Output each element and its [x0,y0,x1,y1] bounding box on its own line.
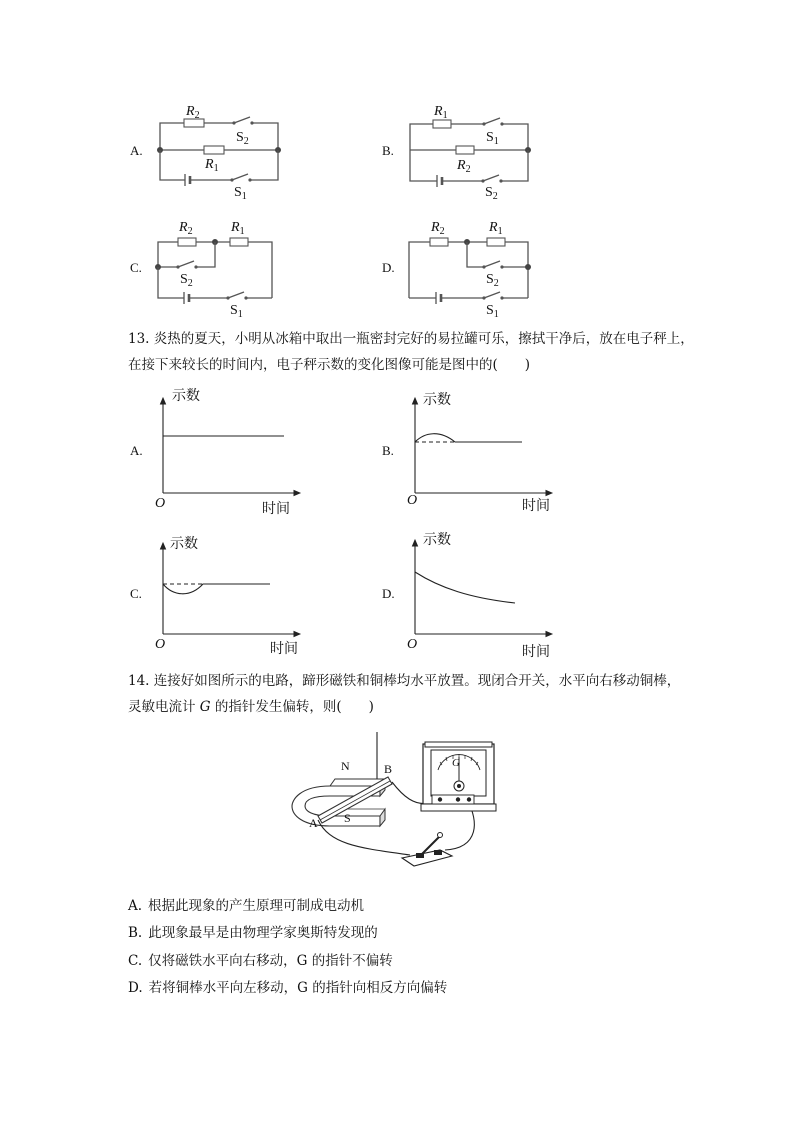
svg-text:O: O [407,637,418,652]
q14-choice-c[interactable]: C. 仅将磁铁水平向右移动，G 的指针不偏转 [128,953,393,969]
svg-text:R2: $R_2$ [186,104,200,121]
svg-text:示数: 示数 [172,389,200,404]
q13-stem-line1: 13. 炎热的夏天，小明从冰箱中取出一瓶密封完好的易拉罐可乐，擦拭干净后，放在电子秤上， [128,331,694,347]
svg-text:A: A [309,816,318,830]
q13-option-a-label[interactable]: A. [130,443,143,458]
svg-text:G: G [452,757,460,769]
svg-text:S2: $S_2$ [486,272,499,289]
svg-text:示数: 示数 [423,533,451,548]
q13-option-c-label[interactable]: C. [130,586,142,601]
q13-option-d-label[interactable]: D. [382,586,395,601]
svg-text:R1: $R_1$ [205,157,219,174]
svg-text:R2: $R_2$ [457,158,471,175]
q14-choice-a[interactable]: A. 根据此现象的产生原理可制成电动机 [128,898,365,914]
svg-text:B: B [384,762,393,776]
q12-option-c-label[interactable]: C. [130,260,142,275]
svg-text:S2: $S_2$ [485,185,498,202]
q14-stem-line2: 灵敏电流计 G 的指针发生偏转，则( ) [128,699,374,715]
svg-text:R1: $R_1$ [489,220,503,237]
q13-option-b-label[interactable]: B. [382,443,394,458]
svg-text:R1: $R_1$ [231,220,245,237]
q14-choice-d[interactable]: D. 若将铜棒水平向左移动，G 的指针向相反方向偏转 [128,980,448,996]
q13-stem-line2: 在接下来较长的时间内，电子秤示数的变化图像可能是图中的( ) [128,357,531,373]
svg-text:时间: 时间 [270,642,298,657]
svg-text:S1: $S_1$ [230,303,243,320]
svg-text:O: O [407,493,418,508]
q14-choice-b[interactable]: B. 此现象最早是由物理学家奥斯特发现的 [128,925,378,941]
svg-text:N: N [341,759,350,773]
q12-option-a-label[interactable]: A. [130,143,143,158]
galvanometer [421,742,496,811]
svg-text:S1: $S_1$ [486,130,499,147]
label-r2-a: R [186,104,195,119]
svg-text:S2: $S_2$ [236,130,249,147]
svg-text:R2: $R_2$ [179,220,193,237]
svg-text:S: S [344,811,351,825]
svg-text:S1: $S_1$ [234,185,247,202]
q12-option-b-label[interactable]: B. [382,143,394,158]
svg-text:O: O [155,637,166,652]
svg-text:时间: 时间 [262,502,290,517]
svg-text:S2: $S_2$ [180,272,193,289]
q14-stem-line1: 14. 连接好如图所示的电路，蹄形磁铁和铜棒均水平放置。现闭合开关，水平向右移动铜棒， [128,673,681,689]
svg-text:示数: 示数 [170,537,198,552]
svg-text:示数: 示数 [423,393,451,408]
svg-text:R2: $R_2$ [431,220,445,237]
svg-text:S1: $S_1$ [486,303,499,320]
svg-text:时间: 时间 [522,645,550,660]
q12-option-d-label[interactable]: D. [382,260,395,275]
svg-text:R1: $R_1$ [434,104,448,121]
svg-text:O: O [155,496,166,511]
svg-text:时间: 时间 [522,499,550,514]
knife-switch [402,833,452,867]
